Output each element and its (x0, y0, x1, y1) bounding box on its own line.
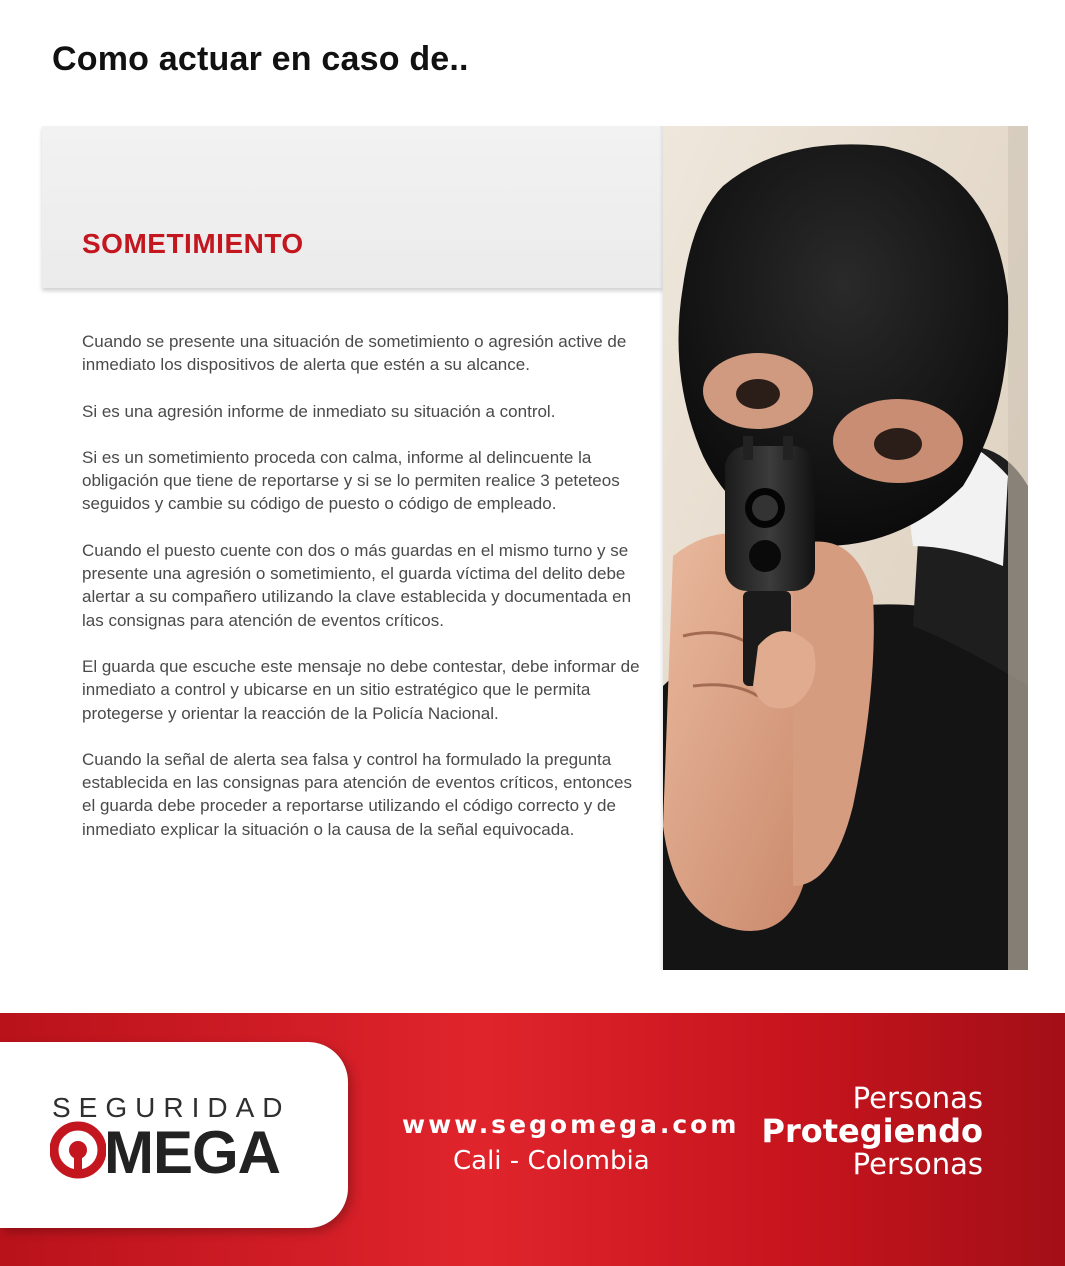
text-panel (42, 126, 663, 970)
title-band (42, 126, 663, 288)
city-text: Cali - Colombia (453, 1146, 650, 1176)
omega-ring-icon (50, 1120, 106, 1186)
photo-illustration (663, 126, 1028, 970)
paragraph: Cuando la señal de alerta sea falsa y control ha formulado la pregunta establecida en las consignas para atención de eventos críticos, entonces el guarda debe proceder a reportarse utilizando el código correcto y de inmediato explicar la situación o la causa de la señal equivocada. (82, 749, 633, 839)
slogan-line-2: Protegiendo (761, 1112, 983, 1150)
website-link[interactable]: www.segomega.com (402, 1110, 740, 1139)
slogan-line-1: Personas (852, 1081, 983, 1115)
paragraph: Si es un sometimiento proceda con calma, informe al delincuente la obligación que tiene de reportarse y si se lo permiten realice 3 peteteos seguidos y cambie su código de puesto o código de empleado. (82, 447, 620, 514)
masked-person-with-pistol-photo (663, 126, 1028, 970)
body-text (82, 330, 642, 864)
slogan (762, 1082, 983, 1180)
paragraph: Cuando el puesto cuente con dos o más guardas en el mismo turno y se presente una agresión o sometimiento, el guarda víctima del delito debe alertar a su compañero utilizando la clave establecida y documentada en las consignas para atención de eventos críticos. (82, 540, 632, 630)
section-title: SOMETIMIENTO (82, 228, 304, 259)
paragraph: Cuando se presente una situación de sometimiento o agresión active de inmediato los dispositivos de alerta que estén a su alcance. (82, 332, 627, 375)
slogan-line-3: Personas (852, 1147, 983, 1181)
logo-word: MEGA (104, 1119, 280, 1186)
logo-top-text: SEGURIDAD (52, 1092, 291, 1123)
info-card (42, 126, 1028, 970)
paragraph: Si es una agresión informe de inmediato su situación a control. (82, 401, 556, 421)
paragraph: El guarda que escuche este mensaje no debe contestar, debe informar de inmediato a control y ubicarse en un sitio estratégico que le permita protegerse y orientar la reacción de la Policía Nacional. (82, 656, 640, 723)
page-title: Como actuar en caso de.. (52, 40, 469, 78)
